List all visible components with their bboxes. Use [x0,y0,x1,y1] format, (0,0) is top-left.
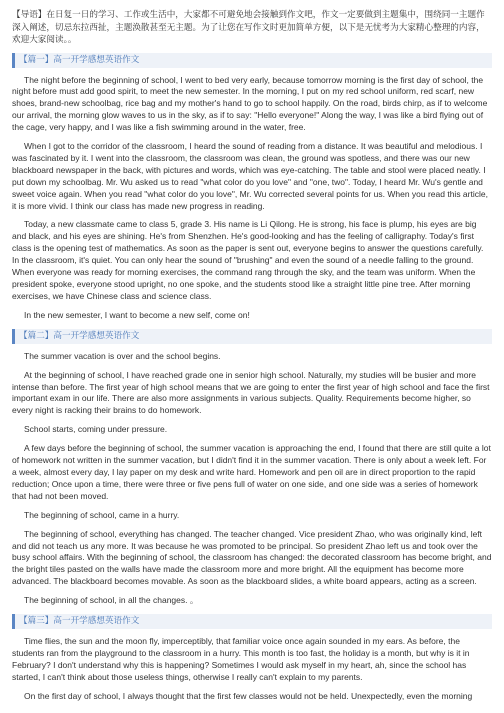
paragraph: The beginning of school, in all the changes. 。 [24,595,199,606]
paragraph: The beginning of school, everything has changed. The teacher changed. Vice president Zhao, who was originally kind, left and did not teach us any more. It was because he was promoted to be principal. So president Zhao left us and took over the busy school affairs. With the beginning of school, the classroom has changed: the decorated classroom has become bright, and the bright tiles pasted on the walls have made the classroom more and more bright. All the equipment has become more advanced. The blackboard becomes movable. As soon as the blackboard slides, a white board appears, acting as a screen. [12,528,492,587]
paragraph: On the first day of school, I always thought that the first few classes would not be held. Unexpectedly, even the morning [24,690,473,701]
paragraph: A few days before the beginning of school, the summer vacation is approaching the end, I found that there are still quite a lot of homework not written in the summer vacation, but I didn't find it in the summer vacation. There is only about a week left. For a week, almost every day, I lay paper on my desk and write hard. Homework and pen oil are in direct proportion to the rapid reduction; Once upon a time, there were three or five pens full of water on one side, and one side was a series of homework that had not been moved. [12,443,491,501]
paragraph: The beginning of school, came in a hurry. [24,509,180,520]
paragraph: Time flies, the sun and the moon fly, imperceptibly, that familiar voice once again sounded in my ears. As before, the students ran from the playground to the classroom in a hurry. This month is too fast, the holiday is a month, but why is it in February? I don't understand why this is happening? Sometimes I would ask myself in my heart, ah, since the school has started, I can't think about those useless things, otherwise I really can't explain to my parents. [12,636,470,682]
section-2 [12,329,492,607]
paragraph: Today, a new classmate came to class 5, grade 3. His name is Li Qilong. He is strong, his face is plump, his eyes are big and black, and his eyes are shining. He's from Shenzhen. He's good-looking and has the feeling of calligraphy. Today's first class is the opening test of mathematics. As soon as the paper is sent out, everyone begins to answer the questions carefully. In the classroom, it's quiet. You can only hear the sound of "brushing" and even the sound of a needle falling to the ground. When everyone was ready for morning exercises, the command rang through the sky, and the team was uniform. When the president spoke, everyone stood upright, no one spoke, and the students stood like a straight little pine tree. After morning exercises, we have Chinese class and science class. [12,219,484,301]
paragraph: The summer vacation is over and the school begins. [24,350,221,361]
section-1 [12,53,492,322]
paragraph: In the new semester, I want to become a new self, come on! [24,309,250,320]
section-title: 【篇二】高一开学感想英语作文 [12,329,492,344]
section-3 [12,614,492,703]
paragraph: School starts, coming under pressure. [24,424,168,435]
section-title: 【篇一】高一开学感想英语作文 [12,53,492,68]
paragraph: The night before the beginning of school, I went to bed very early, because tomorrow morning is the first day of school, the night before must add good spirit, to meet the new semester. In the morning, I put on my red school uniform, red scarf, new shoes, brand-new schoolbag, rice bag and my mother's hand to go to school happily. On the road, birds chirp, as if to welcome our arrival, the morning glow waves to us in the sky, as if to say: "Hello everyone!" Along the way, I was like a bird flying out of the cage, very happy, and I was like a fish swimming around in the water, free. [12,74,488,133]
section-title: 【篇三】高一开学感想英语作文 [12,614,492,629]
paragraph: When I got to the corridor of the classroom, I heard the sound of reading from a distance. It was beautiful and melodious. I was fascinated by it. I went into the classroom, the classroom was clean, the ground was spotless, and there was our new blackboard newspaper in the back, with pictures and words, which was eye-catching. The table and stool were placed neatly. I put down my schoolbag. Mr. Wu asked us to read "what color do you love" and "one, two". Today, I heard Mr. Wu's gentle and sweet voice again. When you read "what color do you love", Mr. Wu corrected several points for us. When you read this article, it is more vivid. I think our class has made new progress in reading. [12,141,488,211]
intro-guide: 【导语】在日复一日的学习、工作或生活中，大家都不可避免地会接触到作文吧，作文一定要做到主题集中，围绕同一主题作深入阐述，切忌东拉西扯，主题涣散甚至无主题。为了让您在写作文时更加简单方便，以下是无忧考为大家精心整理的内容，欢迎大家阅读。。 [12,10,485,45]
paragraph: At the beginning of school, I have reached grade one in senior high school. Naturally, my studies will be busier and more intense than before. The first year of high school means that we are going to enter the first year of high school and face the first important exam in our life. There are also more assignments in various subjects. Quality. Requirements become higher, so every night is racking their brains to do homework. [12,369,490,416]
